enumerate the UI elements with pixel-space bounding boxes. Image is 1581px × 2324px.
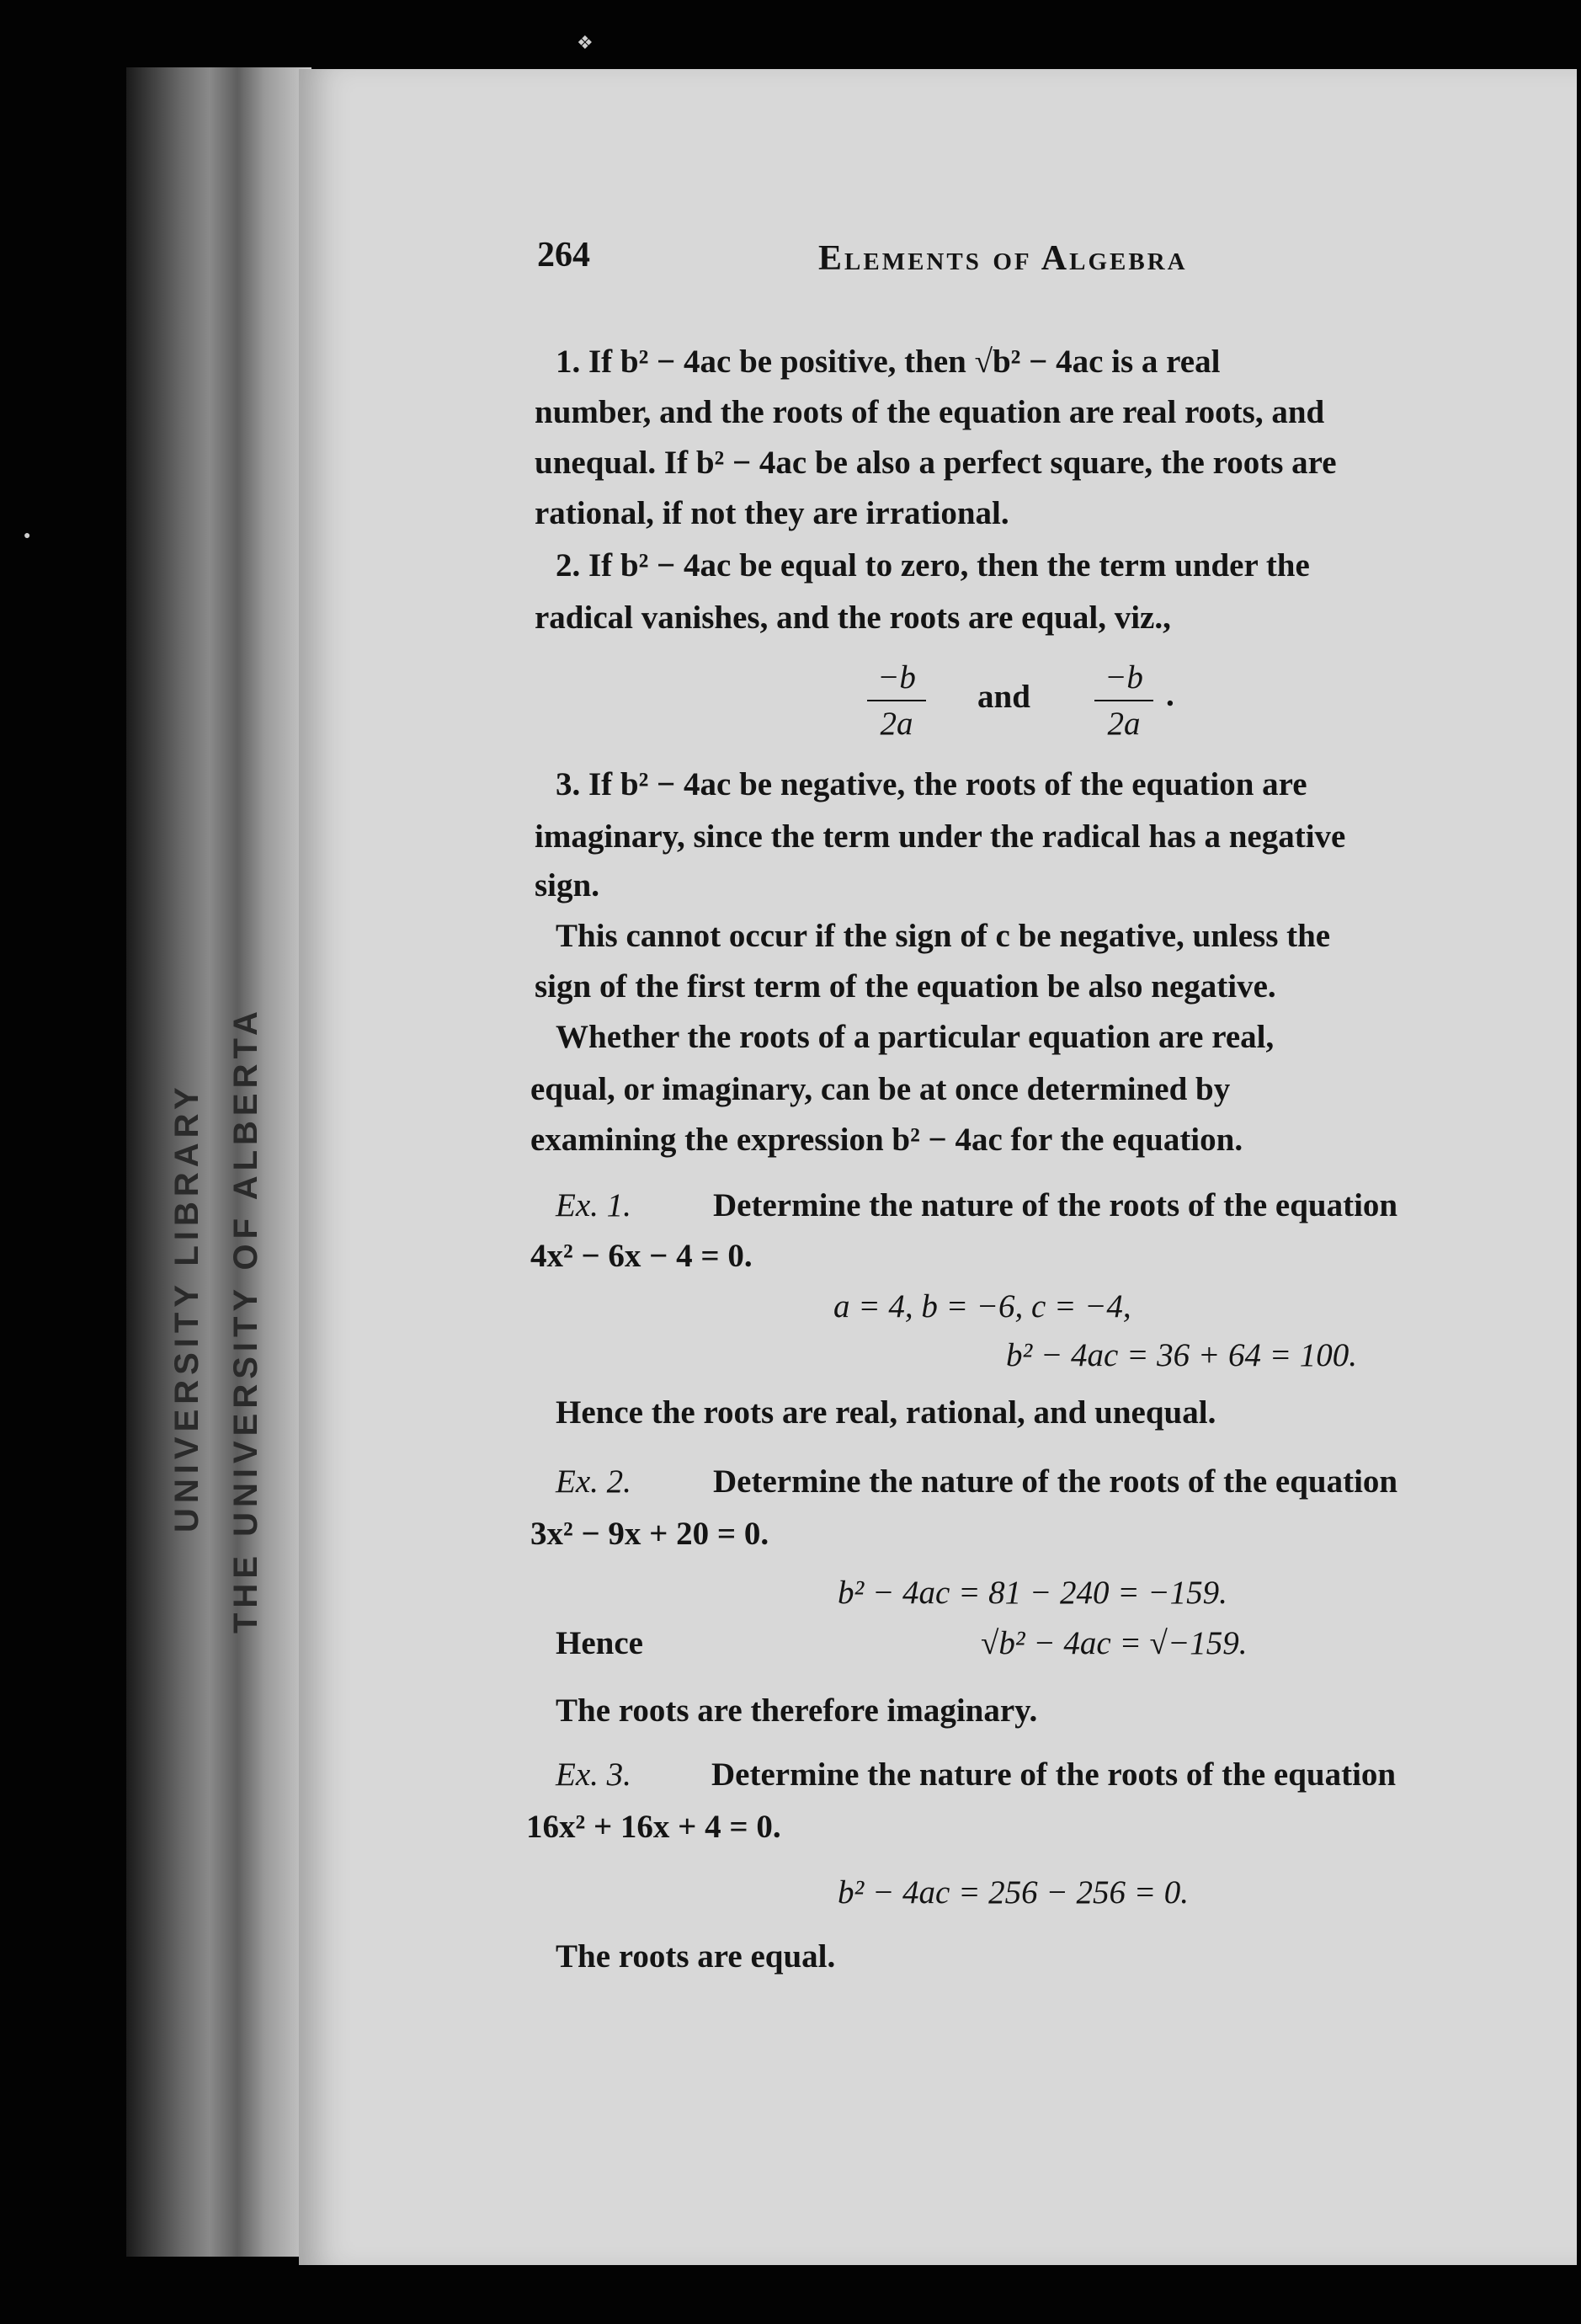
p2-line2: radical vanishes, and the roots are equal, viz., [535,600,1171,636]
ex2-text: Determine the nature of the roots of the equation [713,1463,1398,1500]
running-title: Elements of Algebra [818,239,1188,278]
fraction-left-bar [867,700,926,701]
ex3-conclusion: The roots are equal. [556,1938,836,1975]
ex1-equation: 4x² − 6x − 4 = 0. [530,1238,753,1274]
ex2-work2: √b² − 4ac = √−159. [981,1625,1248,1661]
p3-line3: sign. [535,867,599,903]
ex2-hence: Hence [556,1625,643,1661]
fraction-left-numerator: −b [877,659,916,696]
fraction-right-bar [1094,700,1153,701]
page-number: 264 [537,236,590,275]
ex3-equation: 16x² + 16x + 4 = 0. [526,1809,781,1845]
ex1-work1: a = 4, b = −6, c = −4, [833,1288,1131,1325]
p5-line1: Whether the roots of a particular equation are real, [556,1019,1275,1055]
ex1-work2: b² − 4ac = 36 + 64 = 100. [1006,1337,1358,1373]
ex2-conclusion: The roots are therefore imaginary. [556,1692,1038,1729]
p3-line1: 3. If b² − 4ac be negative, the roots of the equation are [556,766,1307,802]
ex3-text: Determine the nature of the roots of the equation [711,1756,1397,1793]
p4-line2: sign of the first term of the equation be also negative. [535,968,1276,1005]
fraction-end: . [1166,677,1174,713]
ex1-label: Ex. 1. [556,1187,631,1223]
p4-line1: This cannot occur if the sign of c be negative, unless the [556,918,1331,954]
ex3-label: Ex. 3. [556,1756,631,1793]
ex2-label: Ex. 2. [556,1463,631,1500]
fraction-left [859,658,934,743]
fraction-right [1086,658,1162,743]
library-stamp-line2: THE UNIVERSITY OF ALBERTA [227,1006,264,1634]
p5-line2: equal, or imaginary, can be at once determined by [530,1071,1231,1107]
ex1-text: Determine the nature of the roots of the equation [713,1187,1398,1223]
ex2-work1: b² − 4ac = 81 − 240 = −159. [838,1575,1227,1611]
p1-line4: rational, if not they are irrational. [535,495,1009,531]
ex2-equation: 3x² − 9x + 20 = 0. [530,1516,769,1552]
ex3-work1: b² − 4ac = 256 − 256 = 0. [838,1874,1190,1911]
p1-line3: unequal. If b² − 4ac be also a perfect square, the roots are [535,445,1337,481]
fraction-joiner: and [977,679,1030,715]
library-stamp-line1: UNIVERSITY LIBRARY [168,1082,205,1532]
book-page [299,69,1577,2265]
scan-mark-top: ❖ [577,32,594,53]
p3-line2: imaginary, since the term under the radical has a negative [535,818,1346,855]
fraction-right-numerator: −b [1105,659,1143,696]
scan-mark-left: ● [24,530,31,542]
p5-line3: examining the expression b² − 4ac for the equation. [530,1122,1243,1158]
ex1-conclusion: Hence the roots are real, rational, and unequal. [556,1394,1216,1431]
fraction-left-denominator: 2a [880,706,913,742]
p1-line2: number, and the roots of the equation are real roots, and [535,394,1325,430]
p1-line1: 1. If b² − 4ac be positive, then √b² − 4ac is a real [556,344,1221,380]
fraction-right-denominator: 2a [1107,706,1141,742]
p2-line1: 2. If b² − 4ac be equal to zero, then the term under the [556,547,1310,584]
book-spine [126,67,311,2257]
